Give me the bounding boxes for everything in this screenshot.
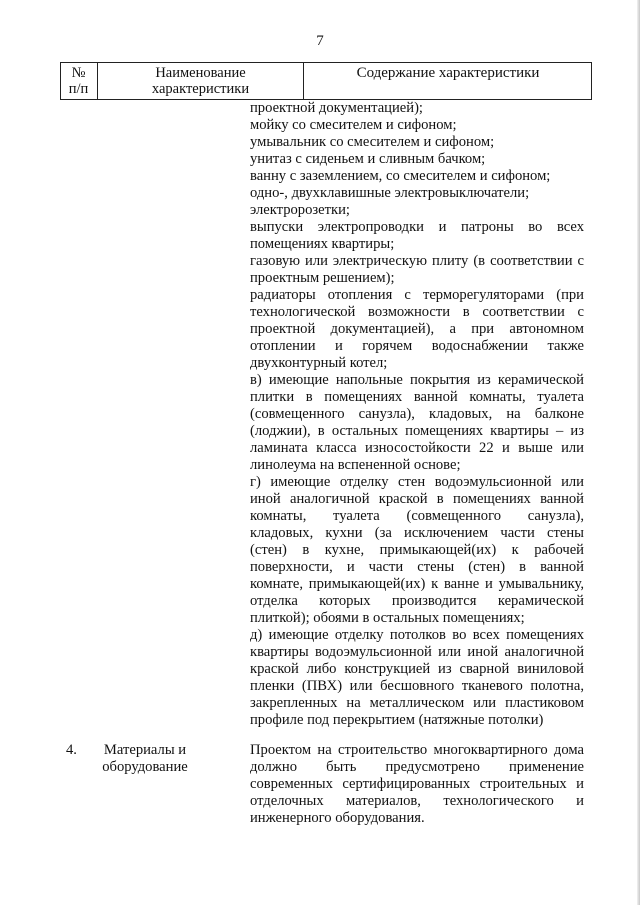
header-content: Содержание характеристики — [356, 65, 540, 81]
row3-text-line: иной аналогичной краской в помещениях ванной — [250, 491, 584, 507]
row3-text-line: технологической возможности в соответствии с — [250, 304, 584, 320]
row3-text-line: комнате, примыкающей(их) к ванне и умывальнику, — [250, 576, 584, 592]
row4-text-line: Проектом на строительство многоквартирного дома — [250, 742, 584, 758]
row3-text-line: проектным решением); — [250, 270, 395, 286]
row3-text-line: краской либо конструкцией из сварной виниловой — [250, 661, 584, 677]
row3-text-line: профиле под перекрытием (натяжные потолки) — [250, 712, 544, 728]
row3-text-line: комнаты, туалета (совмещенного санузла), — [250, 508, 584, 524]
row3-text-line: поверхности, и части стены (стен) в ванной — [250, 559, 584, 575]
header-number-line2: п/п — [68, 81, 89, 97]
row3-text-line: (совмещенного санузла), кладовых, на балконе — [250, 406, 584, 422]
row3-text-line: д) имеющие отделку потолков во всех помещениях — [250, 627, 584, 643]
row3-text-line: газовую или электрическую плиту (в соответствии с — [250, 253, 584, 269]
row3-text-line: ламината класса износостойкости 22 и выше или — [250, 440, 584, 456]
row3-text-line: плиткой); обоями в остальных помещениях; — [250, 610, 525, 626]
row3-text-line: проектной документацией), а при автономном — [250, 321, 584, 337]
row3-text-line: унитаз с сиденьем и сливным бачком; — [250, 151, 486, 167]
header-name-line1: Наименование — [155, 65, 246, 81]
header-name-line2: характеристики — [151, 81, 250, 97]
row3-text-line: линолеума на вспененной основе; — [250, 457, 461, 473]
page-number: 7 — [316, 33, 324, 49]
row4-name-line2: оборудование — [102, 759, 188, 775]
row3-text-line: проектной документацией); — [250, 100, 423, 116]
row3-text-line: (стен) в кухне, примыкающей(их) к рабочей — [250, 542, 584, 558]
row3-text-line: мойку со смесителем и сифоном; — [250, 117, 457, 133]
header-number-line1: № — [71, 65, 86, 81]
row3-text-line: плитки в помещениях ванной комнаты, туалета — [250, 389, 584, 405]
row3-text-line: отделка которых производится керамической — [250, 593, 584, 609]
row3-text-line: г) имеющие отделку стен водоэмульсионной или — [250, 474, 584, 490]
row4-text-line: современных сертифицированных строительных и — [250, 776, 584, 792]
row3-text-line: в) имеющие напольные покрытия из керамической — [250, 372, 584, 388]
row4-name — [86, 742, 204, 776]
row3-text-line: помещениях квартиры; — [250, 236, 395, 252]
row4-number: 4. — [66, 742, 77, 758]
row4-name-line1: Материалы и — [103, 742, 187, 758]
row3-text-line: выпуски электропроводки и патроны во всех — [250, 219, 584, 235]
row3-text-line: умывальник со смесителем и сифоном; — [250, 134, 495, 150]
row4-text-line: инженерного оборудования. — [250, 810, 425, 826]
header-number — [60, 65, 97, 97]
row4-text-line: должно быть предусмотрено применение — [250, 759, 584, 775]
row4-text-line: отделочных материалов, технологического и — [250, 793, 584, 809]
row4-content — [250, 742, 584, 827]
table-header — [60, 62, 592, 100]
characteristics-table — [60, 62, 592, 100]
row3-text-line: одно-, двухклавишные электровыключатели; — [250, 185, 530, 201]
row3-text-line: двухконтурный котел; — [250, 355, 388, 371]
row3-text-line: пленки (ПВХ) или бесшовного тканевого полотна, — [250, 678, 584, 694]
row3-text-line: кладовых, кухни (за исключением части стены — [250, 525, 584, 541]
row3-text-line: электророзетки; — [250, 202, 350, 218]
row3-text-line: (лоджии), в остальных помещениях квартиры – из — [250, 423, 584, 439]
row3-text-line: радиаторы отопления с терморегуляторами (при — [250, 287, 584, 303]
row3-text-line: отоплении и горячем водоснабжении также — [250, 338, 584, 354]
row3-text-line: закрепленных на металлическом или пластиковом — [250, 695, 584, 711]
row3-content — [250, 100, 584, 729]
row3-text-line: ванну с заземлением, со смесителем и сифоном; — [250, 168, 551, 184]
header-name — [98, 65, 303, 97]
row3-text-line: квартиры водоэмульсионной или иной аналогичной — [250, 644, 584, 660]
